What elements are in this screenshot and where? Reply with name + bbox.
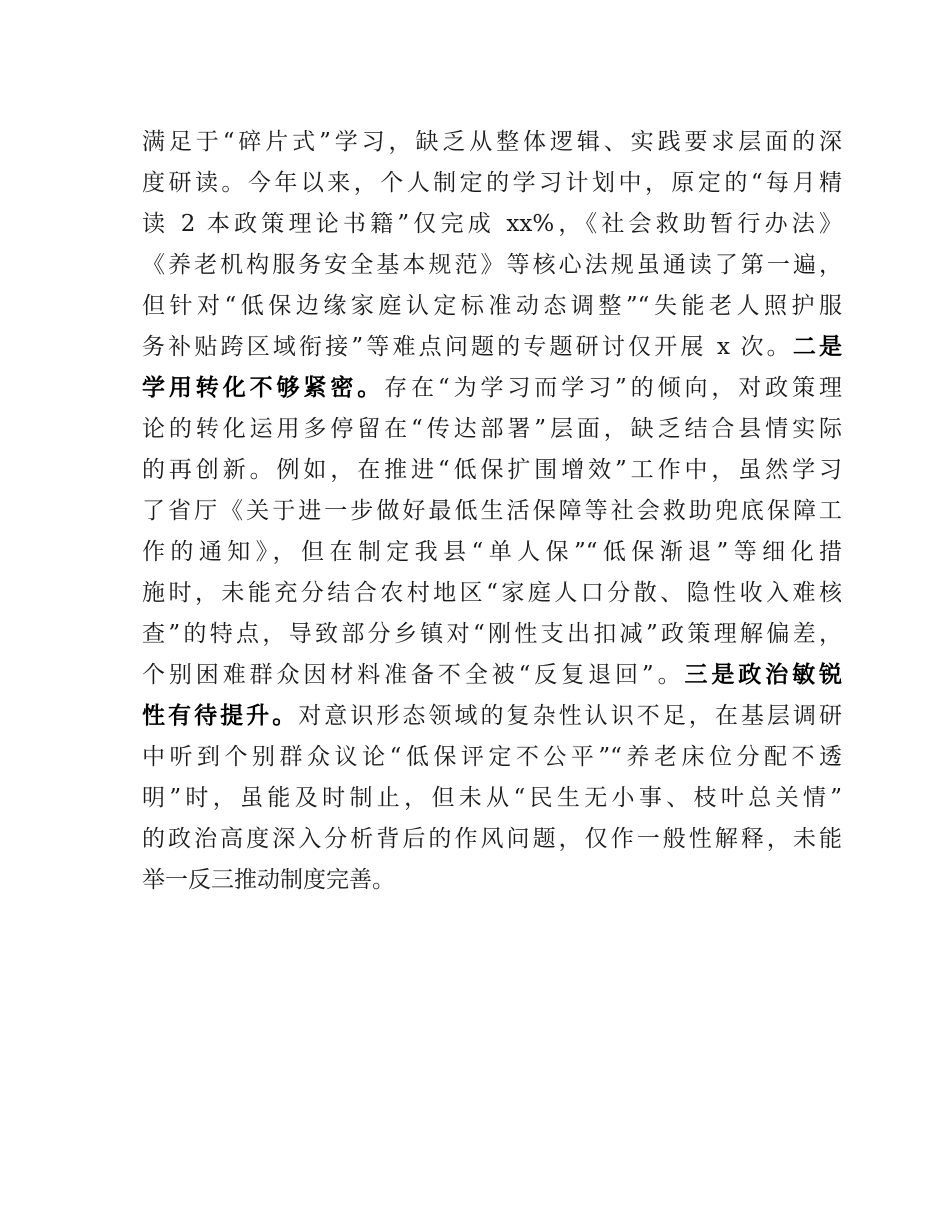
body-text: 的再创新。例如，在推进“低保扩围增效”工作中，虽然学习	[142, 457, 842, 483]
text-line	[142, 245, 842, 286]
body-paragraph	[142, 122, 842, 901]
body-text: 施时，未能充分结合农村地区“家庭人口分散、隐性收入难核	[142, 580, 842, 606]
text-line	[142, 491, 842, 532]
text-line	[142, 368, 842, 409]
body-text: 论的转化运用多停留在“传达部署”层面，缺乏结合县情实际	[142, 416, 842, 442]
text-line	[142, 573, 842, 614]
body-text: 举一反三推动制度完善。	[142, 867, 395, 893]
text-line	[142, 737, 842, 778]
body-text: 中听到个别群众议论“低保评定不公平”“养老床位分配不透	[142, 744, 842, 770]
text-line	[142, 122, 842, 163]
body-text: 对意识形态领域的复杂性认识不足，在基层调研	[298, 703, 843, 729]
text-line	[142, 450, 842, 491]
body-text: 度研读。今年以来，个人制定的学习计划中，原定的“每月精	[142, 170, 842, 196]
text-line	[142, 286, 842, 327]
text-line	[142, 327, 842, 368]
body-text: 读 2 本政策理论书籍”仅完成 xx%，《社会救助暂行办法》	[142, 211, 842, 237]
body-text: 作的通知》，但在制定我县“单人保”“低保渐退”等细化措	[142, 539, 842, 565]
body-text: 明”时，虽能及时制止，但未从“民生无小事、枝叶总关情”	[142, 785, 842, 811]
body-text: 满足于“碎片式”学习，缺乏从整体逻辑、实践要求层面的深	[142, 129, 842, 155]
body-text: 存在“为学习而学习”的倾向，对政策理	[384, 375, 842, 401]
body-text: 的政治高度深入分析背后的作风问题，仅作一般性解释，未能	[142, 826, 842, 852]
text-line	[142, 409, 842, 450]
text-line	[142, 532, 842, 573]
body-text: 但针对“低保边缘家庭认定标准动态调整”“失能老人照护服	[142, 293, 842, 319]
text-line	[142, 163, 842, 204]
body-text: 了省厅《关于进一步做好最低生活保障等社会救助兜底保障工	[142, 498, 842, 524]
text-line	[142, 655, 842, 696]
bold-heading-text: 二是	[792, 334, 842, 360]
text-line	[142, 614, 842, 655]
body-text: 个别困难群众因材料准备不全被“反复退回”。	[142, 662, 685, 688]
bold-heading-text: 性有待提升。	[142, 703, 299, 729]
body-text: 《养老机构服务安全基本规范》等核心法规虽通读了第一遍，	[142, 252, 842, 278]
body-text: 务补贴跨区域衔接”等难点问题的专题研讨仅开展 x 次。	[142, 334, 793, 360]
body-text: 查”的特点，导致部分乡镇对“刚性支出扣减”政策理解偏差，	[142, 621, 842, 647]
text-line	[142, 778, 842, 819]
text-line	[142, 204, 842, 245]
text-line	[142, 696, 842, 737]
text-line	[142, 819, 842, 860]
bold-heading-text: 三是政治敏锐	[684, 662, 842, 688]
bold-heading-text: 学用转化不够紧密。	[142, 375, 385, 401]
text-line	[142, 860, 842, 901]
